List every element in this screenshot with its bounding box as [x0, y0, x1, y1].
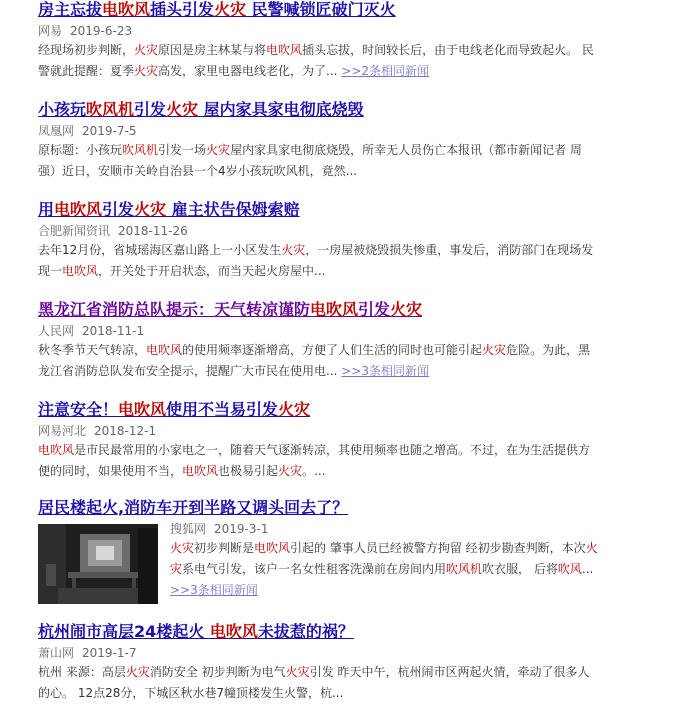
title-text: 未拔惹的祸？: [257, 622, 354, 641]
result-date: 2019-7-5: [82, 124, 137, 138]
snippet-text: 。...: [302, 464, 326, 478]
title-highlight: 火灾: [134, 200, 167, 219]
result-snippet: [38, 340, 598, 382]
title-highlight: 电吹风: [118, 400, 167, 419]
title-text: 插头引发: [150, 0, 215, 19]
snippet-text: 引发一场: [158, 143, 207, 157]
result-item: [38, 100, 598, 182]
result-date: 2019-6-23: [70, 24, 133, 38]
result-meta: [38, 23, 598, 39]
result-meta: [38, 645, 598, 661]
snippet-text: 经现场初步判断，: [38, 43, 135, 57]
result-snippet: [38, 240, 598, 282]
snippet-highlight: 电吹风: [62, 264, 99, 278]
result-snippet: [38, 40, 598, 82]
snippet-highlight: 吹风: [557, 562, 582, 576]
snippet-text: 杭州 来源：高层: [38, 665, 126, 679]
same-news-link[interactable]: >>2条相同新闻: [341, 64, 430, 78]
title-highlight: 火灾: [390, 300, 423, 319]
result-date: 2019-1-7: [82, 646, 137, 660]
result-title-link[interactable]: [38, 622, 354, 642]
result-date: 2019-3-1: [214, 522, 269, 536]
snippet-highlight: 火灾: [134, 43, 159, 57]
snippet-highlight: 吹风机: [446, 562, 483, 576]
result-meta: [170, 521, 598, 537]
result-source: 合肥新闻资讯: [38, 224, 111, 238]
title-text: 使用不当易引发: [166, 400, 279, 419]
snippet-text: 初步判断是: [194, 541, 255, 555]
snippet-text: 引发 昨天中午，杭州闹市区两起火情，牵动了很多人的心。 12点28分，下城区秋水巷7幢顶楼发生火警，杭...: [38, 665, 590, 700]
snippet-text: 引起的 肇事人员已经被警方拘留 经初步勘查判断，本次: [290, 541, 586, 555]
snippet-text: ，开关处于开启状态，而当天起火房屋中...: [98, 264, 326, 278]
snippet-text: 是市民最常用的小家电之一，随着天气逐渐转凉，其使用频率也随之增高。不过，在为生活提供方便的同时，如果使用不当，: [38, 443, 591, 478]
snippet-highlight: 电吹风: [146, 343, 183, 357]
snippet-highlight: 火灾: [278, 464, 303, 478]
snippet-text: 原因是房主林某与将: [158, 43, 267, 57]
snippet-text: 插头忘拔，时间较长后，由于电线老化而导致起火。 民警就此提醒：夏季: [38, 43, 594, 78]
result-title-link[interactable]: [38, 200, 300, 220]
title-text: 引发: [102, 200, 135, 219]
result-title-link[interactable]: [38, 100, 364, 120]
snippet-text: 原标题：小孩玩: [38, 143, 123, 157]
result-item: [38, 200, 598, 282]
title-text: 居民楼起火,消防车开到半路又调头回去了？: [38, 498, 349, 517]
result-snippet: [38, 440, 598, 482]
snippet-highlight: 电吹风: [266, 43, 303, 57]
result-meta: [38, 123, 598, 139]
result-source: 凤凰网: [38, 124, 75, 138]
result-snippet: [38, 662, 598, 704]
snippet-highlight: 电吹风: [38, 443, 75, 457]
title-text: 引发: [134, 100, 167, 119]
result-source: 搜狐网: [170, 522, 207, 536]
result-item: [38, 622, 598, 704]
title-text: 引发: [358, 300, 391, 319]
title-text: 房主忘拔: [38, 0, 103, 19]
snippet-highlight: 火灾: [134, 64, 159, 78]
result-meta: [38, 423, 598, 439]
title-text: 黑龙江省消防总队提示：天气转凉谨防: [38, 300, 311, 319]
snippet-highlight: 火灾: [170, 541, 195, 555]
snippet-text: 危险。为此，黑龙江省消防总队发布安全提示，提醒广大市民在使用电...: [38, 343, 591, 378]
snippet-highlight: 火灾: [281, 243, 306, 257]
snippet-text: 系电气引发，该户一名女性租客洗澡前在房间内用: [182, 562, 447, 576]
result-item: [38, 0, 598, 82]
snippet-highlight: 火灾: [170, 541, 598, 576]
snippet-highlight: 电吹风: [254, 541, 291, 555]
snippet-text: 高发，家里电器电线老化，为了...: [158, 64, 338, 78]
title-highlight: 火灾: [166, 100, 199, 119]
title-highlight: 吹风机: [86, 100, 135, 119]
snippet-text: ...: [581, 562, 594, 576]
same-news-link[interactable]: >>3条相同新闻: [170, 583, 258, 597]
result-title-link[interactable]: [38, 400, 310, 420]
snippet-highlight: 火灾: [125, 665, 150, 679]
result-title-link[interactable]: [38, 498, 348, 518]
title-highlight: 火灾: [214, 0, 247, 19]
title-text: 用: [38, 200, 55, 219]
snippet-text: 也极易引起: [218, 464, 279, 478]
result-item: [38, 400, 598, 482]
snippet-text: 去年12月份，省城瑶海区嘉山路上一小区发生: [38, 243, 282, 257]
snippet-text: 消防安全 初步判断为电气: [149, 665, 286, 679]
same-news-link[interactable]: >>3条相同新闻: [341, 364, 430, 378]
title-text: 注意安全！: [38, 400, 119, 419]
result-date: 2018-11-1: [82, 324, 145, 338]
title-text: 雇主状告保姆索赔: [166, 200, 300, 219]
title-text: 屋内家具家电彻底烧毁: [198, 100, 364, 119]
snippet-text: 屋内家具家电彻底烧毁，所幸无人员伤亡本报讯（都市新闻记者 周强）近日，安顺市关岭自治县一个4岁小孩玩吹风机，竟然...: [38, 143, 582, 178]
title-highlight: 电吹风: [310, 300, 359, 319]
result-item: [38, 498, 598, 601]
title-highlight: 电吹风: [102, 0, 151, 19]
result-date: 2018-11-26: [118, 224, 188, 238]
snippet-highlight: 火灾: [482, 343, 507, 357]
result-snippet: [38, 140, 598, 182]
snippet-highlight: 火灾: [206, 143, 231, 157]
result-title-link[interactable]: [38, 300, 422, 320]
result-meta: [38, 323, 598, 339]
title-text: 小孩玩: [38, 100, 87, 119]
result-source: 网易: [38, 24, 63, 38]
snippet-text: 吹衣服， 后将: [482, 562, 558, 576]
result-date: 2018-12-1: [94, 424, 157, 438]
snippet-text: 秋冬季节天气转凉，: [38, 343, 147, 357]
snippet-text: ，一房屋被烧毁损失惨重，事发后，消防部门在现场发现一: [38, 243, 594, 278]
result-snippet: [170, 538, 598, 601]
result-meta: [38, 223, 598, 239]
snippet-text: 的使用频率逐渐增高，方便了人们生活的同时也可能引起: [182, 343, 483, 357]
snippet-highlight: 电吹风: [182, 464, 219, 478]
video-thumbnail-fire-scene[interactable]: [38, 524, 158, 604]
result-source: 网易河北: [38, 424, 87, 438]
snippet-highlight: 火灾: [285, 665, 310, 679]
result-source: 萧山网: [38, 646, 75, 660]
result-title-link[interactable]: [38, 0, 396, 20]
title-text: 民警喊锁匠破门灭火: [246, 0, 396, 19]
title-highlight: 电吹风: [54, 200, 103, 219]
title-text: 杭州闹市高层24楼起火: [38, 622, 210, 641]
title-highlight: 电吹风: [209, 622, 258, 641]
title-highlight: 火灾: [278, 400, 311, 419]
result-item: [38, 300, 598, 382]
snippet-highlight: 吹风机: [122, 143, 159, 157]
result-source: 人民网: [38, 324, 75, 338]
